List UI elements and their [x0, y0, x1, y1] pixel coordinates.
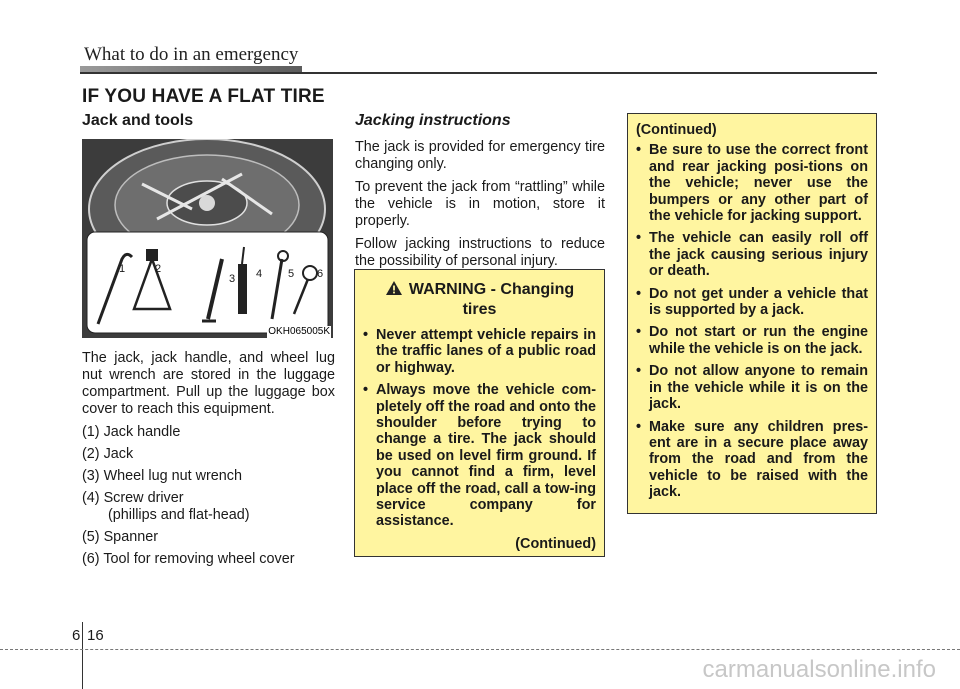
running-header: What to do in an emergency [84, 44, 299, 65]
footer-divider [82, 622, 83, 689]
list-item: (5) Spanner [82, 529, 158, 545]
tools-illustration [82, 139, 333, 338]
footer-dashed-rule [0, 649, 960, 650]
jacking-instructions-heading: Jacking instructions [355, 112, 511, 129]
callout-4: 4 [256, 268, 263, 280]
section-title: IF YOU HAVE A FLAT TIRE [82, 86, 325, 107]
middle-paragraph: Follow jacking instructions to reduce the possibility of personal injury. [355, 236, 605, 269]
warning-continued-bullets [636, 142, 868, 500]
list-item: • Do not get under a vehicle that is supported by a jack. [636, 286, 868, 319]
warning-continued-box [627, 113, 877, 514]
list-item: • Be sure to use the correct front and rear jacking posi-tions on the vehicle; never use the bumpers or any other part of the vehicle for jacking support. [636, 142, 868, 224]
callout-1: 1 [119, 263, 126, 275]
section-number: 6 [72, 627, 81, 644]
callout-2: 2 [155, 263, 162, 275]
list-item: • The vehicle can easily roll off the jack causing serious injury or death. [636, 230, 868, 279]
middle-paragraph: To prevent the jack from “rattling” while the vehicle is in motion, store it properly. [355, 179, 605, 229]
callout-6: 6 [317, 268, 324, 280]
list-item: (2) Jack [82, 446, 134, 462]
warning-triangle-icon [385, 280, 403, 301]
warning-bullets [363, 327, 596, 530]
list-item: • Do not allow anyone to remain in the vehicle while it is on the jack. [636, 363, 868, 412]
storage-paragraph: The jack, jack handle, and wheel lug nut wrench are stored in the luggage compartment. Pull up the luggage box cover to reach this equipment. [82, 350, 335, 417]
header-rule [80, 72, 877, 74]
callout-5: 5 [288, 268, 295, 280]
list-item: • Always move the vehicle com-pletely off the road and onto the shoulder before trying to change a tire. The jack should be used on level firm ground. If you cannot find a firm, level place off the road, call a tow-ing service company for assistance. [363, 382, 596, 530]
continued-label: (Continued) [515, 535, 596, 552]
list-item: • Make sure any children pres-ent are in a secure place away from the road and from the vehicle to be raised with the jack. [636, 419, 868, 501]
list-item: • Do not start or run the engine while the vehicle is on the jack. [636, 324, 868, 357]
list-item: (3) Wheel lug nut wrench [82, 468, 242, 484]
warning-box [354, 269, 605, 557]
list-item: (1) Jack handle [82, 424, 181, 440]
image-code: OKH065005K [268, 326, 330, 337]
list-item: (4) Screw driver (phillips and flat-head) [82, 490, 250, 523]
watermark: carmanualsonline.info [702, 656, 936, 683]
jack-and-tools-heading: Jack and tools [82, 112, 194, 129]
middle-column [355, 112, 605, 276]
luggage-tools-drawing [82, 139, 333, 338]
warning-title: WARNING - Changing tires [363, 280, 596, 319]
left-column [82, 112, 335, 573]
tools-list [82, 424, 335, 568]
list-item: • Never attempt vehicle repairs in the traffic lanes of a public road or highway. [363, 327, 596, 376]
middle-paragraph: The jack is provided for emergency tire changing only. [355, 139, 605, 172]
callout-3: 3 [229, 273, 236, 285]
continued-header: (Continued) [636, 122, 717, 138]
page-number: 16 [87, 627, 104, 644]
list-item: (6) Tool for removing wheel cover [82, 551, 295, 567]
